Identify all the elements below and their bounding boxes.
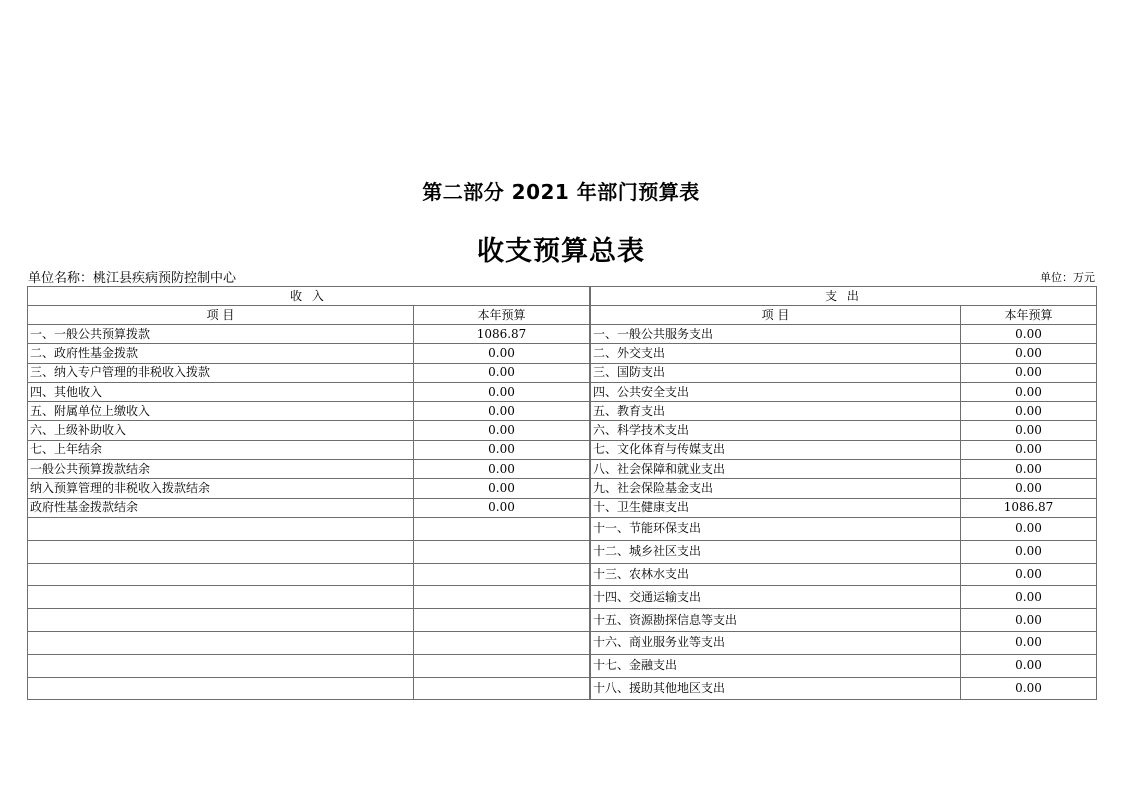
expense-item-cell: 七、文化体育与传媒支出 <box>591 440 961 459</box>
expense-col-item: 项 目 <box>591 306 961 325</box>
expense-value-cell: 0.00 <box>961 402 1097 421</box>
table-row <box>591 609 1097 632</box>
table-row <box>591 586 1097 609</box>
table-row <box>28 586 590 609</box>
table-row <box>591 363 1097 382</box>
income-value-cell <box>414 677 590 700</box>
income-item-cell: 一、一般公共预算拨款 <box>28 325 414 344</box>
expense-value-cell: 0.00 <box>961 479 1097 498</box>
table-row <box>28 479 590 498</box>
income-col-budget: 本年预算 <box>414 306 590 325</box>
table-row <box>28 325 590 344</box>
income-item-cell: 二、政府性基金拨款 <box>28 344 414 363</box>
table-row <box>591 540 1097 563</box>
income-item-cell <box>28 586 414 609</box>
expense-section-header: 支 出 <box>591 287 1097 306</box>
table-row <box>591 460 1097 479</box>
table-row <box>28 498 590 517</box>
table-row <box>591 402 1097 421</box>
income-item-cell <box>28 540 414 563</box>
expense-value-cell: 0.00 <box>961 440 1097 459</box>
income-item-cell: 纳入预算管理的非税收入拨款结余 <box>28 479 414 498</box>
table-row <box>28 517 590 540</box>
income-col-item: 项 目 <box>28 306 414 325</box>
expense-item-cell: 三、国防支出 <box>591 363 961 382</box>
expense-item-cell: 二、外交支出 <box>591 344 961 363</box>
expense-value-cell: 0.00 <box>961 563 1097 586</box>
expense-item-cell: 十一、节能环保支出 <box>591 517 961 540</box>
expense-value-cell: 0.00 <box>961 460 1097 479</box>
table-row <box>28 654 590 677</box>
expense-item-cell: 十八、援助其他地区支出 <box>591 677 961 700</box>
expense-value-cell: 1086.87 <box>961 498 1097 517</box>
table-row <box>28 631 590 654</box>
expense-item-cell: 八、社会保障和就业支出 <box>591 460 961 479</box>
table-row <box>591 631 1097 654</box>
expense-item-cell: 九、社会保险基金支出 <box>591 479 961 498</box>
table-row <box>591 325 1097 344</box>
table-row <box>28 540 590 563</box>
page-title: 收支预算总表 <box>477 236 645 267</box>
expense-value-cell: 0.00 <box>961 517 1097 540</box>
expense-value-cell: 0.00 <box>961 540 1097 563</box>
income-item-cell <box>28 609 414 632</box>
income-value-cell: 0.00 <box>414 460 590 479</box>
unit-name: 单位名称：桃江县疾病预防控制中心 <box>28 271 237 286</box>
expense-value-cell: 0.00 <box>961 586 1097 609</box>
income-value-cell: 0.00 <box>414 440 590 459</box>
income-value-cell: 0.00 <box>414 382 590 401</box>
income-value-cell <box>414 654 590 677</box>
table-row <box>591 421 1097 440</box>
table-row <box>591 563 1097 586</box>
expense-value-cell: 0.00 <box>961 382 1097 401</box>
expense-value-cell: 0.00 <box>961 363 1097 382</box>
income-side <box>27 286 589 700</box>
expense-item-cell: 六、科学技术支出 <box>591 421 961 440</box>
table-row <box>591 677 1097 700</box>
expense-value-cell: 0.00 <box>961 677 1097 700</box>
expense-item-cell: 十七、金融支出 <box>591 654 961 677</box>
table-row <box>28 460 590 479</box>
income-value-cell <box>414 586 590 609</box>
income-item-cell: 五、附属单位上缴收入 <box>28 402 414 421</box>
income-value-cell: 1086.87 <box>414 325 590 344</box>
expense-item-cell: 五、教育支出 <box>591 402 961 421</box>
income-value-cell: 0.00 <box>414 421 590 440</box>
table-row <box>28 440 590 459</box>
expense-item-cell: 四、公共安全支出 <box>591 382 961 401</box>
table-row <box>591 479 1097 498</box>
expense-item-cell: 十五、资源勘探信息等支出 <box>591 609 961 632</box>
expense-value-cell: 0.00 <box>961 325 1097 344</box>
income-item-cell: 三、纳入专户管理的非税收入拨款 <box>28 363 414 382</box>
income-value-cell: 0.00 <box>414 498 590 517</box>
expense-item-cell: 十、卫生健康支出 <box>591 498 961 517</box>
table-row <box>28 402 590 421</box>
income-item-cell <box>28 677 414 700</box>
table-row <box>591 498 1097 517</box>
income-value-cell <box>414 563 590 586</box>
expense-value-cell: 0.00 <box>961 609 1097 632</box>
expense-value-cell: 0.00 <box>961 631 1097 654</box>
expense-item-cell: 十四、交通运输支出 <box>591 586 961 609</box>
table-row <box>591 654 1097 677</box>
income-value-cell: 0.00 <box>414 402 590 421</box>
table-row <box>28 677 590 700</box>
table-row <box>591 382 1097 401</box>
expense-item-cell: 十二、城乡社区支出 <box>591 540 961 563</box>
expense-value-cell: 0.00 <box>961 421 1097 440</box>
expense-item-cell: 十三、农林水支出 <box>591 563 961 586</box>
income-item-cell: 七、上年结余 <box>28 440 414 459</box>
income-value-cell: 0.00 <box>414 363 590 382</box>
income-item-cell: 四、其他收入 <box>28 382 414 401</box>
expense-item-cell: 十六、商业服务业等支出 <box>591 631 961 654</box>
income-item-cell <box>28 563 414 586</box>
expense-value-cell: 0.00 <box>961 344 1097 363</box>
income-item-cell <box>28 517 414 540</box>
table-row <box>591 440 1097 459</box>
table-row <box>28 563 590 586</box>
expense-table <box>590 286 1097 700</box>
table-row <box>28 382 590 401</box>
table-row <box>28 421 590 440</box>
income-item-cell <box>28 631 414 654</box>
income-item-cell: 一般公共预算拨款结余 <box>28 460 414 479</box>
income-value-cell: 0.00 <box>414 479 590 498</box>
income-value-cell <box>414 517 590 540</box>
income-value-cell <box>414 631 590 654</box>
expense-side <box>590 286 1096 700</box>
expense-value-cell: 0.00 <box>961 654 1097 677</box>
income-value-cell <box>414 540 590 563</box>
income-value-cell <box>414 609 590 632</box>
income-value-cell: 0.00 <box>414 344 590 363</box>
income-item-cell: 政府性基金拨款结余 <box>28 498 414 517</box>
table-row <box>28 363 590 382</box>
table-row <box>591 517 1097 540</box>
part-title: 第二部分 2021 年部门预算表 <box>422 180 700 204</box>
income-item-cell <box>28 654 414 677</box>
table-row <box>28 609 590 632</box>
income-section-header: 收 入 <box>28 287 590 306</box>
income-item-cell: 六、上级补助收入 <box>28 421 414 440</box>
unit-label: 单位：万元 <box>1040 271 1095 284</box>
expense-col-budget: 本年预算 <box>961 306 1097 325</box>
table-row <box>591 344 1097 363</box>
expense-item-cell: 一、一般公共服务支出 <box>591 325 961 344</box>
table-row <box>28 344 590 363</box>
income-table <box>27 286 590 700</box>
